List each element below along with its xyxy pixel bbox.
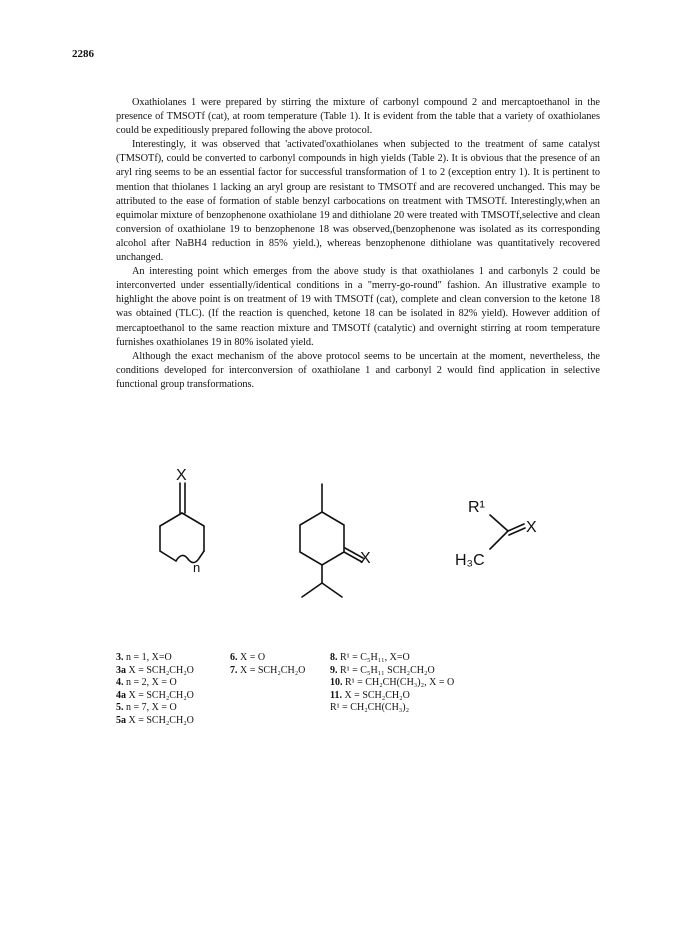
compound-list-2 bbox=[230, 652, 305, 677]
compound-entry: 5a X = SCH₂CH₂O bbox=[116, 714, 194, 726]
compound-entry: 6. X = O bbox=[230, 652, 266, 663]
structure-cycloalkanone bbox=[160, 483, 204, 563]
structure1-n-label: n bbox=[193, 560, 201, 575]
compound-entry: 11. X = SCH₂CH₂O bbox=[330, 689, 410, 701]
compound-entry: R¹ = CH₂CH(CH₃)₂ bbox=[330, 702, 410, 714]
compound-list-3 bbox=[330, 652, 454, 715]
paragraph: Interestingly, it was observed that 'activated'oxathiolanes when subjected to the treatment of same catalyst (TMSOTf), could be converted to carbonyl compounds in high yields (Table 2). It is obvious that the presence of an aryl ring seems to be an essential factor for successful transformation of 1 to 2 (exception entry 1). It is pertinent to mention that thiolanes 1 lacking an aryl group are resistant to TMSOTf and are recovered unchanged. This may be attributed to the ease of formation of stable benzyl carbocations on treatment with TMSOTf. Interestingly,when an equimolar mixture of benzophenone oxathiolane 19 and dithiolane 20 were treated with TMSOTf,selective and clean conversion of oxathiolane 19 to benzophenone 18 was observed,(benzophenone was isolated as its corresponding alcohol after NaBH4 reduction in 85% yield.), whereas benzophenone dithiolane was quantitatively recovered unchanged. bbox=[116, 139, 600, 264]
structure1-x-label: X bbox=[176, 467, 187, 484]
compound-entry: 7. X = SCH₂CH₂O bbox=[230, 664, 306, 676]
compound-entry: 5. n = 7, X = O bbox=[116, 702, 177, 714]
compound-entry: 9. R¹ = C₅H₁₁ SCH₂CH₂O bbox=[330, 664, 435, 676]
paragraph: Although the exact mechanism of the above protocol seems to be uncertain at the moment, nevertheless, the conditions developed for interconversion of oxathiolane 1 and carbonyl 2 would find application in selective functional group transformations. bbox=[116, 350, 600, 390]
structure3-h3c-label: H₃C bbox=[455, 552, 485, 569]
compound-entry: 3. n = 1, X=O bbox=[116, 652, 172, 663]
structure3-x-label: X bbox=[526, 519, 537, 536]
page-number: 2286 bbox=[72, 48, 94, 60]
compound-entry: 10. R¹ = CH₂CH(CH₃)₂, X = O bbox=[330, 677, 455, 689]
structure2-x-label: X bbox=[360, 550, 371, 567]
paragraph: An interesting point which emerges from the above study is that oxathiolanes 1 and carbonyls 2 could be interconverted under essentially/identical conditions in a "merry-go-round" fashion. An illustrative example to highlight the above point is on treatment of 19 with TMSOTf (cat), complete and clean conversion to the ketone 18 was obtained (TLC). (If the reaction is quenched, ketone 18 can be isolated in 82% yield). However addition of mercaptoethanol to the same reaction mixture and TMSOTf (catalytic) and overnight stirring at room temperature furnishes oxathiolanes 19 in 80% isolated yield. bbox=[116, 266, 600, 348]
structure-menthone bbox=[300, 484, 363, 597]
compound-entry: 3a X = SCH₂CH₂O bbox=[116, 664, 194, 676]
compound-entry: 8. R¹ = C₅H₁₁, X=O bbox=[330, 652, 410, 663]
compound-list-1 bbox=[116, 652, 194, 728]
paragraph: Oxathiolanes 1 were prepared by stirring the mixture of carbonyl compound 2 and mercaptoethanol in the presence of TMSOTf (cat), at room temperature (Table 1). It is evident from the table that a variety of oxathiolanes could be expeditiously prepared following the above protocol. bbox=[116, 97, 600, 137]
compound-entry: 4a X = SCH₂CH₂O bbox=[116, 689, 194, 701]
structure-acyclic-ketone bbox=[490, 515, 525, 549]
structure3-r1-label: R¹ bbox=[468, 499, 485, 516]
compound-entry: 4. n = 2, X = O bbox=[116, 677, 177, 689]
